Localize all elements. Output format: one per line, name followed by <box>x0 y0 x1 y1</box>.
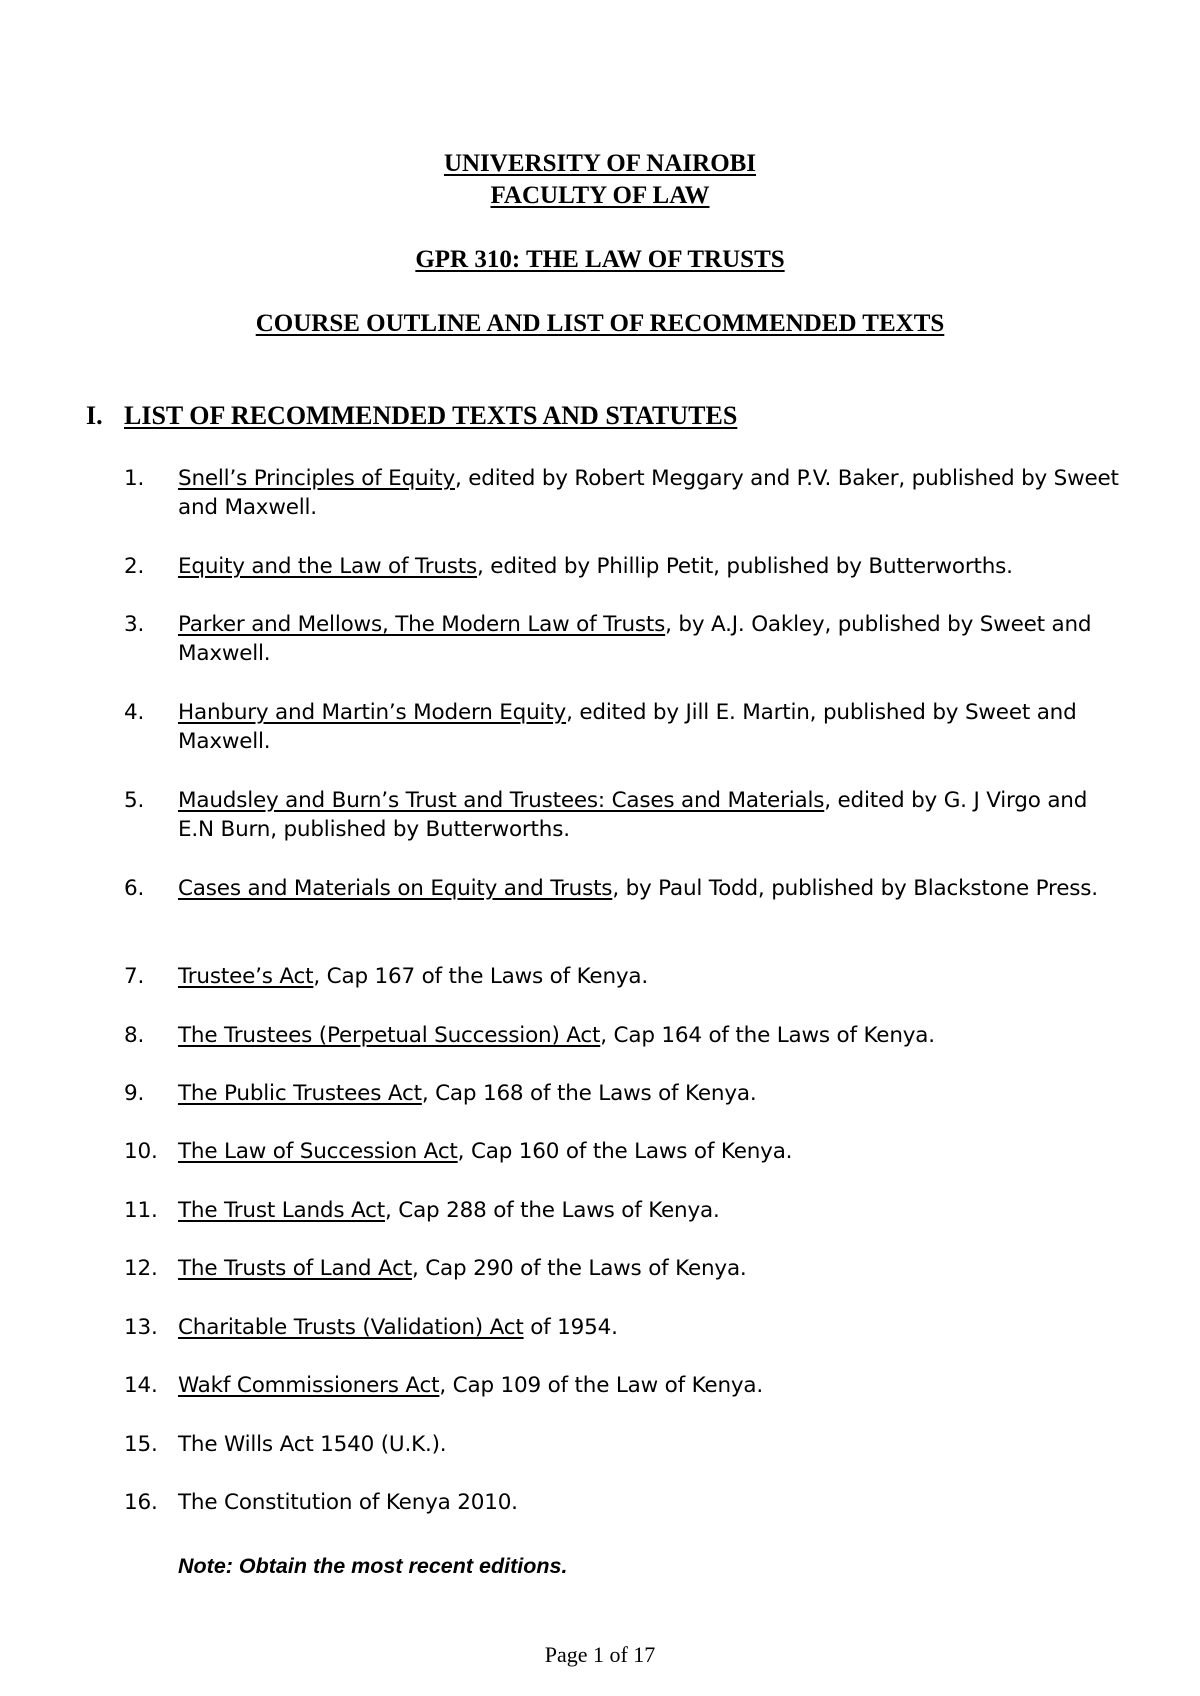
item-title: The Law of Succession Act <box>178 1139 458 1164</box>
list-item <box>124 610 1124 668</box>
item-details: , Cap 164 of the Laws of Kenya. <box>600 1023 935 1048</box>
section-title: LIST OF RECOMMENDED TEXTS AND STATUTES <box>124 401 738 430</box>
item-title: Maudsley and Burn’s Trust and Trustees: Cases and Materials <box>178 788 825 813</box>
list-item <box>124 1430 1124 1459</box>
university-name: UNIVERSITY OF NAIROBI <box>443 150 757 177</box>
list-item <box>124 552 1124 581</box>
item-details: , by Paul Todd, published by Blackstone Press. <box>612 876 1098 901</box>
item-number: 5. <box>124 788 145 813</box>
list-item <box>124 1021 1124 1050</box>
item-number: 6. <box>124 876 145 901</box>
list-item <box>124 1254 1124 1283</box>
item-number: 2. <box>124 554 145 579</box>
section-heading <box>86 400 737 432</box>
item-number: 15. <box>124 1432 158 1457</box>
item-details: , by A.J. Oakley, published by Sweet and Maxwell. <box>178 612 1092 666</box>
item-details: , Cap 160 of the Laws of Kenya. <box>457 1139 793 1164</box>
list-item <box>124 1488 1124 1517</box>
item-title: The Trust Lands Act <box>178 1198 385 1223</box>
item-details: , Cap 167 of the Laws of Kenya. <box>313 964 649 989</box>
list-item <box>124 1313 1124 1342</box>
item-title: The Trustees (Perpetual Succession) Act <box>178 1023 601 1048</box>
item-details: , Cap 288 of the Laws of Kenya. <box>384 1198 720 1223</box>
item-title: Snell’s Principles of Equity <box>178 466 455 491</box>
page-number: Page 1 of 17 <box>544 1642 656 1667</box>
item-details: The Constitution of Kenya 2010. <box>178 1490 518 1515</box>
item-details: , Cap 168 of the Laws of Kenya. <box>421 1081 757 1106</box>
item-details: of 1954. <box>523 1315 618 1340</box>
course-title: GPR 310: THE LAW OF TRUSTS <box>415 246 785 273</box>
item-number: 8. <box>124 1023 145 1048</box>
item-title: Trustee’s Act <box>178 964 314 989</box>
item-title: Charitable Trusts (Validation) Act <box>178 1315 524 1340</box>
item-number: 11. <box>124 1198 158 1223</box>
item-number: 9. <box>124 1081 145 1106</box>
item-number: 7. <box>124 964 145 989</box>
list-item <box>124 1137 1124 1166</box>
list-item <box>124 1196 1124 1225</box>
item-number: 14. <box>124 1373 158 1398</box>
item-title: Cases and Materials on Equity and Trusts <box>178 876 613 901</box>
faculty-name: FACULTY OF LAW <box>490 182 710 209</box>
item-number: 10. <box>124 1139 158 1164</box>
item-number: 12. <box>124 1256 158 1281</box>
list-item <box>124 1371 1124 1400</box>
item-number: 13. <box>124 1315 158 1340</box>
list-item <box>124 464 1124 522</box>
item-title: Parker and Mellows, The Modern Law of Trusts <box>178 612 666 637</box>
item-title: Hanbury and Martin’s Modern Equity <box>178 700 567 725</box>
item-details: , edited by Robert Meggary and P.V. Baker, published by Sweet and Maxwell. <box>178 466 1119 520</box>
item-title: The Trusts of Land Act <box>178 1256 412 1281</box>
item-details: , edited by G. J Virgo and E.N Burn, published by Butterworths. <box>178 788 1088 842</box>
document-subtitle: COURSE OUTLINE AND LIST OF RECOMMENDED TEXTS <box>255 310 945 337</box>
list-item <box>124 786 1124 844</box>
item-details: , Cap 109 of the Law of Kenya. <box>439 1373 764 1398</box>
item-details: The Wills Act 1540 (U.K.). <box>178 1432 447 1457</box>
list-item <box>124 698 1124 756</box>
item-number: 3. <box>124 612 145 637</box>
item-title: Wakf Commissioners Act <box>178 1373 440 1398</box>
editions-note: Note: Obtain the most recent editions. <box>178 1554 568 1578</box>
item-number: 16. <box>124 1490 158 1515</box>
list-item <box>124 962 1124 991</box>
item-details: , edited by Jill E. Martin, published by Sweet and Maxwell. <box>178 700 1077 754</box>
item-details: , edited by Phillip Petit, published by Butterworths. <box>477 554 1013 579</box>
item-title: The Public Trustees Act <box>178 1081 422 1106</box>
item-number: 1. <box>124 466 145 491</box>
section-number: I. <box>86 401 103 430</box>
list-item <box>124 874 1124 903</box>
list-item <box>124 1079 1124 1108</box>
item-details: , Cap 290 of the Laws of Kenya. <box>411 1256 747 1281</box>
item-title: Equity and the Law of Trusts <box>178 554 478 579</box>
item-number: 4. <box>124 700 145 725</box>
